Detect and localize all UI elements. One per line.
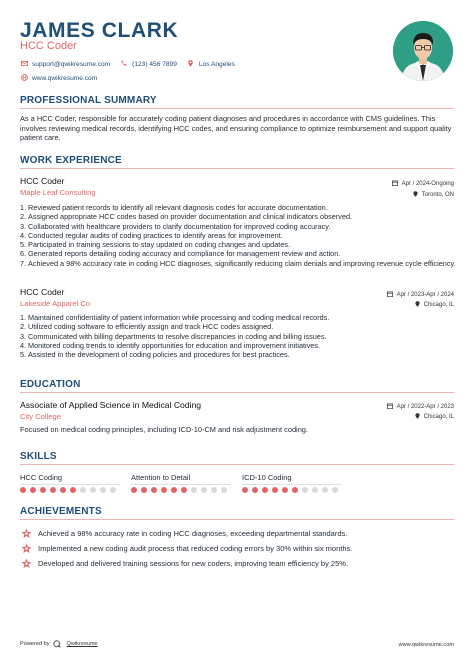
skill-dot — [292, 487, 298, 493]
contact-location: Los Angeles — [187, 60, 235, 69]
globe-icon — [20, 74, 28, 83]
skill-dot — [332, 487, 338, 493]
star-badge-icon — [20, 557, 32, 569]
skill-dot — [242, 487, 248, 493]
skill-dot — [201, 487, 207, 493]
contact-info — [20, 58, 245, 86]
star-badge-icon — [20, 527, 32, 539]
skill-dot — [161, 487, 167, 493]
list-item: 5. Participated in training sessions to stay updated on coding changes and updates. — [20, 240, 291, 250]
list-item: 2. Assigned appropriate HCC codes based on provider documentation and clinical indicators observed. — [20, 212, 353, 222]
job-company: Maple Leaf Consulting — [20, 188, 96, 197]
list-item: 1. Reviewed patient records to identify all relevant diagnosis codes for accurate documentation. — [20, 203, 328, 212]
list-item: 3. Communicated with billing departments to resolve discrepancies in coding and billing issues. — [20, 331, 327, 341]
candidate-role: HCC Coder — [20, 40, 77, 52]
skill-dot — [110, 487, 116, 493]
summary-text: As a HCC Coder, responsible for accurately coding patient diagnoses and procedures in accordance with CMS guidelines. This involves reviewing medical records, identifying HCC codes, and ensuring compliance to optimize reimbursement and support quality patient care. — [20, 114, 452, 142]
education-description: Focused on medical coding principles, including ICD-10-CM and risk adjustment coding. — [20, 425, 308, 434]
school-name: City College — [20, 412, 61, 421]
skill-dot — [302, 487, 308, 493]
skill-dot — [30, 487, 36, 493]
job-location: Chicago, IL — [415, 301, 454, 309]
job-title: HCC Coder — [20, 176, 65, 186]
section-divider — [20, 519, 454, 520]
qwikresume-logo-icon — [53, 640, 61, 648]
summary-heading: PROFESSIONAL SUMMARY — [20, 95, 157, 106]
skill-rating — [242, 487, 342, 493]
skill-dot — [60, 487, 66, 493]
skill-dot — [131, 487, 137, 493]
list-item: 4. Conducted regular audits of coding practices to identify areas for improvement. — [20, 230, 283, 240]
skill-dot — [282, 487, 288, 493]
achievements-heading: ACHIEVEMENTS — [20, 506, 102, 517]
skill-dot — [70, 487, 76, 493]
list-item: 5. Assisted in the development of coding policies and procedures for best practices. — [20, 350, 290, 360]
skill-dot — [80, 487, 86, 493]
profile-photo — [393, 21, 453, 81]
skill-dot — [211, 487, 217, 493]
skill-dot — [272, 487, 278, 493]
skills-heading: SKILLS — [20, 451, 57, 462]
skill-underline — [242, 484, 342, 485]
footer-powered-by: Powered by Qwikresume — [20, 641, 98, 647]
education-heading: EDUCATION — [20, 379, 81, 390]
list-item: 3. Collaborated with healthcare providers to clarify documentation for improved coding accuracy. — [20, 221, 331, 231]
skill-rating — [20, 487, 120, 493]
skill-dot — [151, 487, 157, 493]
list-item: 6. Generated reports detailing coding accuracy and compliance for management review and action. — [20, 249, 341, 259]
skill-dot — [20, 487, 26, 493]
job-dates: Apr / 2024-Ongoing — [392, 180, 454, 188]
skill-dot — [252, 487, 258, 493]
contact-email[interactable]: support@qwikresume.com — [20, 61, 110, 68]
list-item: 2. Utilized coding software to efficiently assign and track HCC codes assigned. — [20, 322, 274, 332]
section-divider — [20, 168, 454, 169]
degree-title: Associate of Applied Science in Medical Coding — [20, 400, 202, 410]
skill-dot — [322, 487, 328, 493]
skill-name: Attention to Detail — [131, 473, 191, 482]
skill-dot — [90, 487, 96, 493]
calendar-icon — [387, 403, 393, 411]
skill-underline — [131, 484, 231, 485]
section-divider — [20, 108, 454, 109]
skill-dot — [141, 487, 147, 493]
contact-website[interactable]: www.qwikresume.com — [20, 74, 97, 83]
skill-dot — [100, 487, 106, 493]
footer-brand-link[interactable]: Qwikresume — [66, 641, 98, 647]
list-item: 7. Achieved a 98% accuracy rate in coding HCC diagnoses, significantly reducing claim denials and improving revenue cycle efficiency. — [20, 258, 456, 268]
calendar-icon — [387, 291, 393, 299]
job-dates: Apr / 2023-Apr / 2024 — [387, 291, 454, 299]
job-bullets — [20, 203, 456, 268]
skill-dot — [171, 487, 177, 493]
skill-name: ICD-10 Coding — [242, 473, 292, 482]
job-title: HCC Coder — [20, 287, 65, 297]
envelope-icon — [20, 61, 28, 68]
list-item: 1. Maintained confidentiality of patient information while processing and coding medical records. — [20, 313, 330, 322]
candidate-name: JAMES CLARK — [20, 19, 179, 42]
education-dates: Apr / 2022-Apr / 2023 — [387, 403, 454, 411]
job-bullets — [20, 313, 456, 359]
achievement-item: Implemented a new coding audit process that reduced coding errors by 30% within six months. — [20, 542, 352, 554]
job-location: Toronto, ON — [413, 191, 454, 199]
footer-site-link[interactable]: www.qwikresume.com — [398, 642, 454, 648]
skill-dot — [312, 487, 318, 493]
skill-dot — [221, 487, 227, 493]
skill-dot — [50, 487, 56, 493]
pin-icon — [415, 301, 420, 309]
pin-icon — [415, 413, 420, 421]
contact-phone[interactable]: (123) 456 7899 — [120, 60, 177, 68]
section-divider — [20, 392, 454, 393]
achievement-item: Developed and delivered training sessions for new coders, improving team efficiency by 25%. — [20, 557, 348, 569]
job-company: Lakeside Apparel Co — [20, 299, 91, 308]
skill-name: HCC Coding — [20, 473, 63, 482]
list-item: 4. Monitored coding trends to identify opportunities for education and improvement initiatives. — [20, 340, 321, 350]
skill-underline — [20, 484, 120, 485]
education-location: Chicago, IL — [415, 413, 454, 421]
skill-dot — [181, 487, 187, 493]
calendar-icon — [392, 180, 398, 188]
skill-dot — [40, 487, 46, 493]
section-divider — [20, 464, 454, 465]
star-badge-icon — [20, 542, 32, 554]
achievement-item: Achieved a 98% accuracy rate in coding HCC diagnoses, exceeding departmental standards. — [20, 527, 347, 539]
pin-icon — [413, 191, 418, 199]
experience-heading: WORK EXPERIENCE — [20, 155, 122, 166]
skill-dot — [191, 487, 197, 493]
phone-icon — [120, 60, 128, 68]
skill-dot — [262, 487, 268, 493]
skill-rating — [131, 487, 231, 493]
map-pin-icon — [187, 60, 195, 69]
